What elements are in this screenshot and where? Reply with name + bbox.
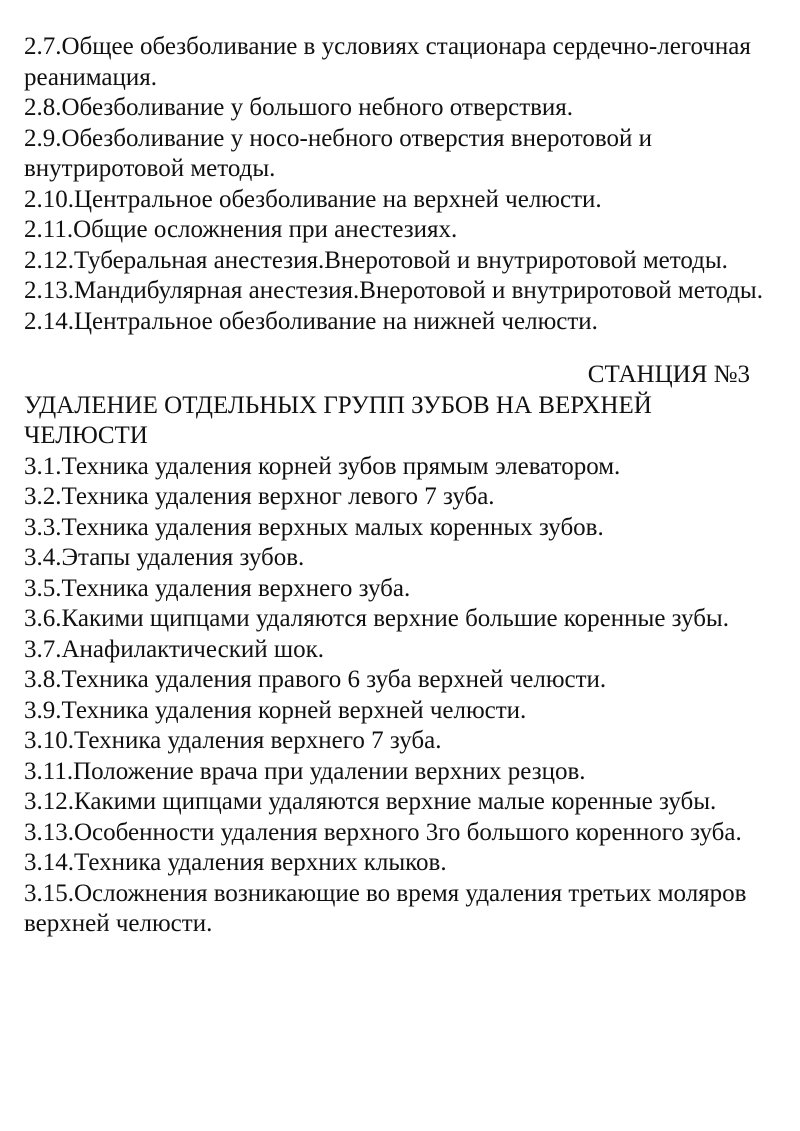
list-item: 3.4.Этапы удаления зубов. <box>24 544 305 571</box>
list-item: 2.8.Обезболивание у большого небного отверствия. <box>24 94 574 121</box>
list-item: 3.15.Осложнения возникающие во время удаления третьих моляров верхней челюсти. <box>24 879 747 937</box>
list-item: 3.5.Техника удаления верхнего зуба. <box>24 574 411 602</box>
list-item: 3.8.Техника удаления правого 6 зуба верхней челюсти. <box>24 666 607 693</box>
list-item: 2.12.Туберальная анестезия.Внеротовой и внутриротовой методы. <box>24 246 728 274</box>
list-item: 3.14.Техника удаления верхних клыков. <box>24 849 447 876</box>
list-item: 2.10.Центральное обезболивание на верхней челюсти. <box>24 185 602 213</box>
list-item: 2.7.Общее обезболивание в условиях стационара сердечно-легочная реанимация. <box>24 33 751 91</box>
section-2-list <box>24 32 780 337</box>
station-label: СТАНЦИЯ №3 <box>587 361 750 388</box>
list-item: 3.10.Техника удаления верхнего 7 зуба. <box>24 727 442 754</box>
list-item: 2.13.Мандибулярная анестезия.Внеротовой и внутриротовой методы. <box>24 277 763 304</box>
list-item: 3.7.Анафилактический шок. <box>24 635 324 663</box>
list-item: 2.14.Центральное обезболивание на нижней челюсти. <box>24 307 598 335</box>
section-3 <box>24 360 780 940</box>
list-item: 3.6.Какими щипцами удаляются верхние большие коренные зубы. <box>24 605 729 632</box>
list-item: 3.11.Положение врача при удалении верхних резцов. <box>24 757 586 785</box>
section-title: УДАЛЕНИЕ ОТДЕЛЬНЫХ ГРУПП ЗУБОВ НА ВЕРХНЕЙ ЧЕЛЮСТИ <box>24 391 652 449</box>
document-page <box>24 32 780 940</box>
list-item: 2.9.Обезболивание у носо-небного отверстия внеротовой и внутриротовой методы. <box>24 124 652 182</box>
list-item: 3.13.Особенности удаления верхного 3го большого коренного зуба. <box>24 818 742 846</box>
section-3-list <box>24 452 780 940</box>
list-item: 3.3.Техника удаления верхных малых коренных зубов. <box>24 513 604 541</box>
list-item: 2.11.Общие осложнения при анестезиях. <box>24 216 458 243</box>
list-item: 3.12.Какими щипцами удаляются верхние малые коренные зубы. <box>24 788 717 815</box>
list-item: 3.2.Техника удаления верхног левого 7 зуба. <box>24 483 495 510</box>
list-item: 3.1.Техника удаления корней зубов прямым элеватором. <box>24 452 621 480</box>
list-item: 3.9.Техника удаления корней верхней челюсти. <box>24 696 527 724</box>
section-gap <box>24 337 780 360</box>
